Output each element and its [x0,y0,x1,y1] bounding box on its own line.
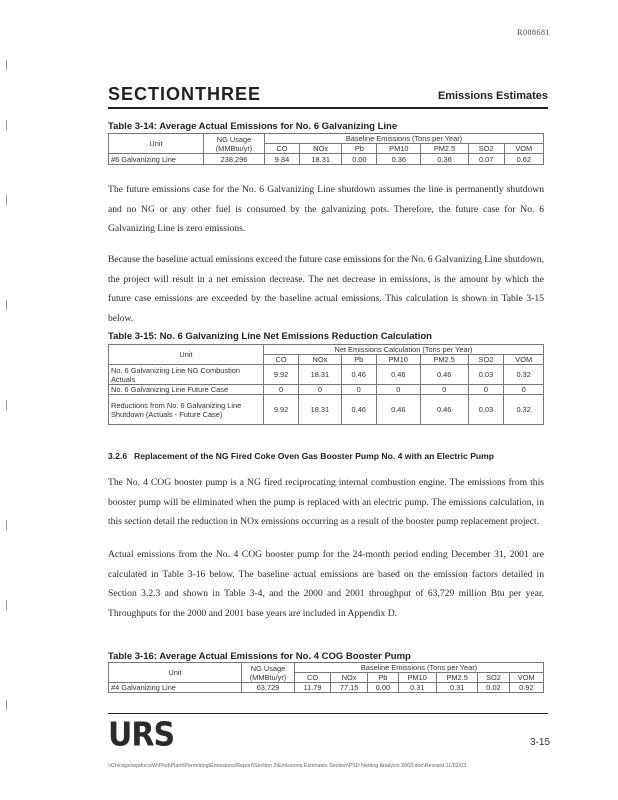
binder-mark [6,400,7,410]
paragraph-net-decrease: Because the baseline actual emissions exceed the future case emissions for the No. 6 Galvanizing Line shutdown, the project will result in a net emission decrease. The net decrease in emissions, is the amount by which the future case emissions are exceeded by the baseline actual emissions. This calculation is shown in Table 3-15 below. [108,254,544,324]
cell-value: 0.31 [436,683,478,693]
cell-value: 0.07 [468,154,504,165]
paragraph-future-case: The future emissions case for the No. 6 Galvanizing Line shutdown assumes the line is permanently shutdown and no NG or any other fuel is consumed by the galvanizing pots. Therefore, the future case for No. 6 Galvanizing Line is zero emissions. [108,184,544,234]
cell-value: 0 [420,385,468,395]
cell-value: 0.46 [420,395,468,425]
cell-value: 0.46 [376,395,420,425]
col-pm10: PM10 [376,355,420,365]
cell-value: 0.03 [468,365,504,385]
footer-file-path: \\Chicago\wpdocs\W\Pilot\Plant\Permitting\Emissions\Report\Section 3\Emissions Estimates Section\PSD Netting Analysis 2003.doc\Revised 11/02/03 [108,763,467,769]
cell-value: 0 [376,385,420,395]
binder-mark [6,300,7,310]
cell-value: 0.02 [478,683,509,693]
col-pm25: PM2.5 [436,673,478,683]
cell-value: 0.36 [421,154,469,165]
paragraph-booster-pump: The No. 4 COG booster pump is a NG fired reciprocating internal combustion engine. The emissions from this booster pump will be eliminated when the pump is replaced with an electric pump. The emissions calculation, in this section detail the reduction in NOx emissions occurring as a result of the booster pump replacement project. [108,477,544,527]
col-group-baseline: Baseline Emissions (Tons per Year) [265,134,544,144]
col-so2: SO2 [468,355,504,365]
header-rule [108,107,548,109]
paragraph-actual-emissions: Actual emissions from the No. 4 COG booster pump for the 24-month period ending December 31, 2001 are calculated in Table 3-16 below. The baseline actual emissions are based on the emission factors detailed in Section 3.2.3 and shown in Table 3-4, and the 2000 and 2001 throughput of 63,729 million Btu per year. Throughputs for the 2000 and 2001 base years are included in Appendix D. [108,549,544,619]
col-so2: SO2 [478,673,509,683]
table-row [109,395,544,425]
col-pm10: PM10 [377,144,421,154]
cell-ng: 238,296 [204,154,265,165]
cell-unit: #6 Galvanizing Line [109,154,204,165]
section-title: SECTIONTHREE [108,84,262,104]
cell-value: 0.46 [341,395,376,425]
table-3-15-caption: Table 3-15: No. 6 Galvanizing Line Net Emissions Reduction Calculation [108,331,432,342]
cell-value: 18.31 [299,365,342,385]
cell-value: 0 [504,385,544,395]
cell-value: 9.92 [264,365,299,385]
binder-mark [6,60,7,70]
cell-value: 0.31 [398,683,436,693]
cell-value: 9.84 [265,154,300,165]
cell-value: 0 [468,385,504,395]
cell-value: 18.31 [299,395,342,425]
urs-logo: URS [108,716,175,755]
col-unit: Unit [109,345,264,365]
col-pm10: PM10 [398,673,436,683]
col-so2: SO2 [468,144,504,154]
table-row [109,683,544,693]
table-3-16-caption: Table 3-16: Average Actual Emissions for No. 4 COG Booster Pump [108,651,411,662]
table-row [109,154,544,165]
table-3-15 [108,344,544,425]
cell-value: 0 [264,385,299,395]
col-group-net: Net Emissions Calculation (Tons per Year) [264,345,544,355]
subsection-heading [108,451,494,461]
binder-mark [6,600,7,610]
cell-value: 0 [299,385,342,395]
col-ng-usage: NG Usage (MMBtu/yr) [204,134,265,154]
cell-value: 11.79 [295,683,331,693]
header-topic: Emissions Estimates [437,90,548,102]
cell-unit: No. 6 Galvanizing Line Future Case [109,385,264,395]
col-co: CO [265,144,300,154]
table-row [109,365,544,385]
col-ng-usage: NG Usage (MMBtu/yr) [242,663,295,683]
cell-value: 18.31 [299,154,341,165]
col-group-baseline: Baseline Emissions (Tons per Year) [295,663,544,673]
cell-value: 0.32 [504,365,544,385]
col-vom: VOM [509,673,543,683]
cell-value: 0.36 [377,154,421,165]
table-3-14-caption: Table 3-14: Average Actual Emissions for No. 6 Galvanizing Line [108,121,398,132]
binder-mark [6,120,7,130]
cell-value: 0.00 [342,154,377,165]
cell-unit: #4 Galvanizing Line [109,683,242,693]
cell-value: 0.03 [468,395,504,425]
cell-ng: 63,729 [242,683,295,693]
cell-value: 77.15 [331,683,368,693]
col-nox: NOx [299,144,341,154]
cell-value: 0.92 [509,683,543,693]
cell-value: 0.00 [368,683,399,693]
binder-mark [6,520,7,530]
table-3-16 [108,662,544,693]
footer-rule [108,713,548,714]
col-pm25: PM2.5 [420,355,468,365]
col-pb: Pb [341,355,376,365]
subsection-title: Replacement of the NG Fired Coke Oven Gas Booster Pump No. 4 with an Electric Pump [134,451,495,461]
col-pb: Pb [368,673,399,683]
col-unit: Unit [109,134,204,154]
cell-value: 9.92 [264,395,299,425]
binder-mark [6,195,7,205]
cell-value: 0.62 [504,154,543,165]
cell-unit: No. 6 Galvanizing Line NG Combustion Actuals [109,365,264,385]
cell-value: 0.32 [504,395,544,425]
subsection-number: 3.2.6 [108,451,128,461]
col-nox: NOx [331,673,368,683]
col-nox: NOx [299,355,342,365]
col-vom: VOM [504,144,543,154]
table-3-14 [108,133,544,165]
table-row [109,385,544,395]
page-number: 3-15 [529,737,550,748]
col-pb: Pb [342,144,377,154]
col-pm25: PM2.5 [421,144,469,154]
cell-value: 0.46 [376,365,420,385]
col-vom: VOM [504,355,544,365]
binder-mark [6,700,7,710]
cell-value: 0 [341,385,376,395]
col-co: CO [295,673,331,683]
col-co: CO [264,355,299,365]
col-unit: Unit [109,663,242,683]
cell-unit: Reductions from No. 6 Galvanizing Line Shutdown (Actuals - Future Case) [109,395,264,425]
document-id: R008681 [517,28,550,37]
cell-value: 0.46 [420,365,468,385]
page-header [108,84,548,106]
cell-value: 0.46 [341,365,376,385]
